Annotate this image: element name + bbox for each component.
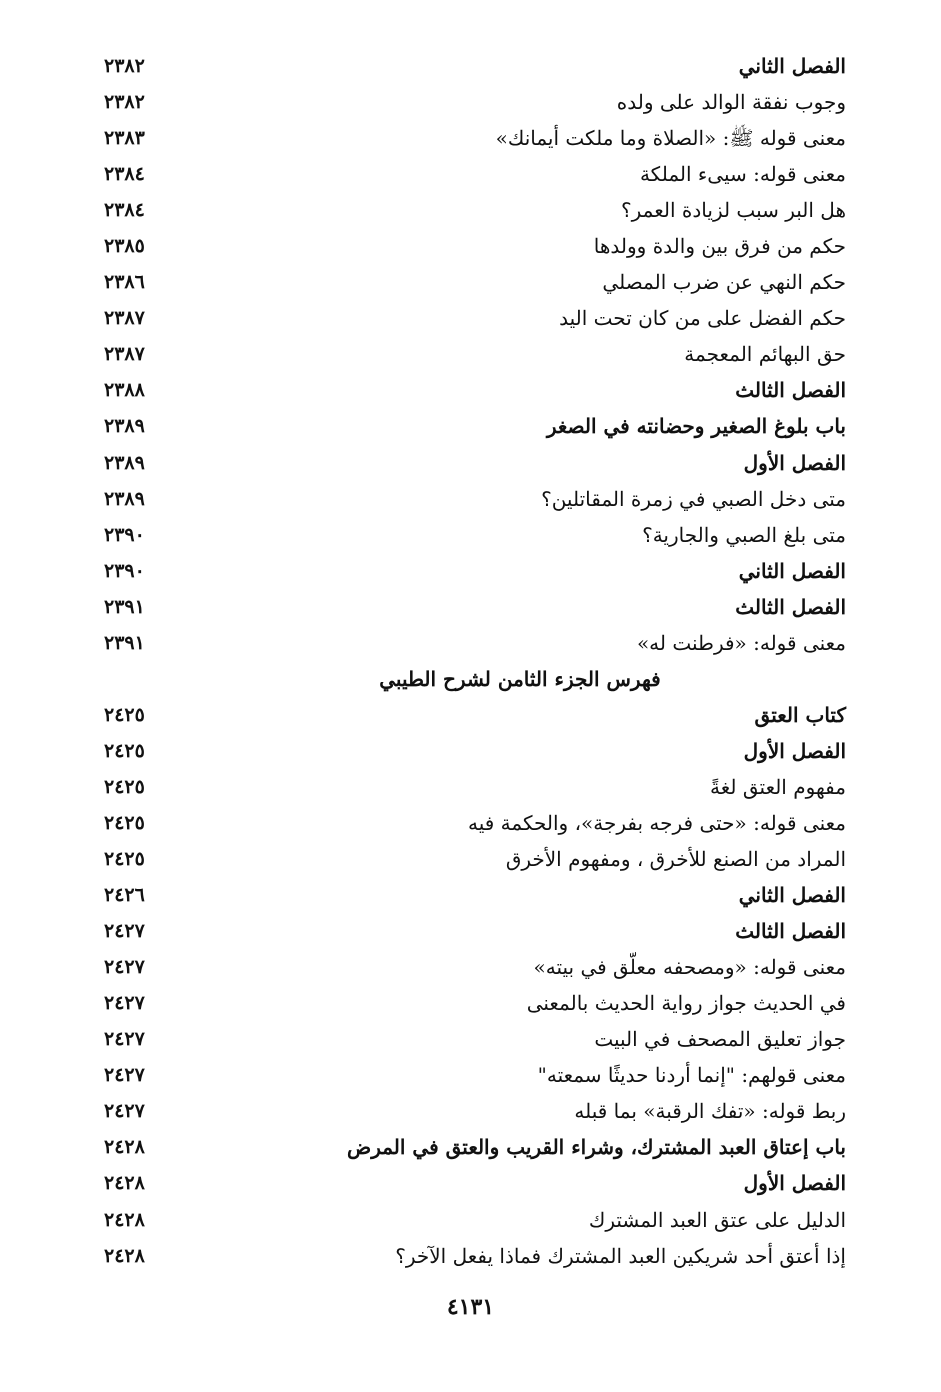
index-entry <box>0 625 941 661</box>
table-of-contents <box>0 48 941 1274</box>
entry-page-number: ٢٤٢٥ <box>104 811 145 834</box>
entry-page-number: ٢٣٨٢ <box>104 91 145 114</box>
index-entry <box>0 372 941 408</box>
entry-title: باب بلوغ الصغير وحضانته في الصغر <box>546 414 846 439</box>
entry-page-number: ٢٣٨٧ <box>104 307 145 330</box>
entry-title: فهرس الجزء الثامن لشرح الطيبي <box>379 666 661 691</box>
entry-page-number: ٢٤٢٧ <box>104 920 145 943</box>
entry-page-number: ٢٤٢٦ <box>104 884 145 907</box>
entry-page-number: ٢٣٨٤ <box>104 163 145 186</box>
index-entry <box>0 228 941 264</box>
entry-title: معنى قوله: «فرطنت له» <box>636 630 846 655</box>
entry-page-number: ٢٣٨٥ <box>104 235 145 258</box>
entry-page-number: ٢٤٢٧ <box>104 1100 145 1123</box>
index-entry <box>0 300 941 336</box>
entry-page-number: ٢٣٨٣ <box>104 127 145 150</box>
index-entry <box>0 1165 941 1201</box>
entry-title: المراد من الصنع للأخرق ، ومفهوم الأخرق <box>505 847 846 872</box>
entry-title: معنى قوله: «حتى فرجه بفرجة»، والحكمة فيه <box>467 810 846 835</box>
index-entry <box>0 697 941 733</box>
entry-title: حكم الفضل على من كان تحت اليد <box>559 306 846 331</box>
entry-title: هل البر سبب لزيادة العمر؟ <box>621 198 846 223</box>
index-entry <box>0 1129 941 1165</box>
entry-title: معنى قوله: «ومصحفه معلّق في بيته» <box>533 955 846 980</box>
index-entry <box>0 120 941 156</box>
index-entry <box>0 264 941 300</box>
index-section-heading <box>0 661 941 697</box>
index-entry <box>0 1021 941 1057</box>
entry-title: كتاب العتق <box>754 702 846 727</box>
index-entry <box>0 1202 941 1238</box>
index-entry <box>0 336 941 372</box>
entry-page-number: ٢٤٢٧ <box>104 992 145 1015</box>
entry-page-number: ٢٤٢٧ <box>104 1028 145 1051</box>
entry-page-number: ٢٤٢٨ <box>104 1244 145 1267</box>
entry-page-number: ٢٣٨٩ <box>104 451 145 474</box>
entry-title: الفصل الأول <box>743 1171 846 1196</box>
entry-title: الفصل الثاني <box>738 558 846 583</box>
index-entry <box>0 445 941 481</box>
entry-title: الفصل الأول <box>743 738 846 763</box>
entry-title: الفصل الثالث <box>735 919 846 944</box>
entry-page-number: ٢٤٢٥ <box>104 703 145 726</box>
index-entry <box>0 481 941 517</box>
index-entry <box>0 805 941 841</box>
index-entry <box>0 949 941 985</box>
index-entry <box>0 84 941 120</box>
entry-title: حكم من فرق بين والدة وولدها <box>593 234 846 259</box>
index-entry <box>0 156 941 192</box>
entry-title: باب إعتاق العبد المشترك، وشراء القريب والعتق في المرض <box>347 1135 846 1160</box>
entry-page-number: ٢٣٩١ <box>104 595 145 618</box>
index-entry <box>0 48 941 84</box>
index-entry <box>0 553 941 589</box>
entry-page-number: ٢٤٢٥ <box>104 739 145 762</box>
entry-page-number: ٢٤٢٨ <box>104 1172 145 1195</box>
index-entry <box>0 769 941 805</box>
entry-page-number: ٢٤٢٧ <box>104 956 145 979</box>
entry-title: وجوب نفقة الوالد على ولده <box>616 90 846 115</box>
entry-page-number: ٢٣٨٢ <box>104 55 145 77</box>
entry-page-number: ٢٣٩٠ <box>104 523 145 546</box>
entry-page-number: ٢٣٩١ <box>104 631 145 654</box>
entry-page-number: ٢٣٨٨ <box>104 379 145 402</box>
entry-title: متى دخل الصبي في زمرة المقاتلين؟ <box>541 486 846 511</box>
index-entry <box>0 517 941 553</box>
entry-title: معنى قولهم: "إنما أردنا حديثًا سمعته" <box>537 1063 846 1088</box>
entry-title: معنى قوله: سيىء الملكة <box>639 162 846 187</box>
index-entry <box>0 1093 941 1129</box>
index-entry <box>0 733 941 769</box>
entry-title: الفصل الثاني <box>738 883 846 908</box>
entry-page-number: ٢٣٨٩ <box>104 415 145 438</box>
entry-page-number: ٢٤٢٨ <box>104 1136 145 1159</box>
entry-title: مفهوم العتق لغةً <box>710 774 846 799</box>
entry-title: حكم النهي عن ضرب المصلي <box>602 270 846 295</box>
entry-page-number: ٢٣٨٧ <box>104 343 145 366</box>
entry-title: الفصل الثالث <box>735 594 846 619</box>
entry-title: الفصل الأول <box>743 450 846 475</box>
index-entry <box>0 1057 941 1093</box>
index-entry <box>0 841 941 877</box>
entry-title: الفصل الثالث <box>735 378 846 403</box>
entry-page-number: ٢٣٨٩ <box>104 487 145 510</box>
entry-title: متى بلغ الصبي والجارية؟ <box>642 522 846 547</box>
entry-page-number: ٢٣٨٤ <box>104 199 145 222</box>
entry-title: الفصل الثاني <box>738 54 846 78</box>
entry-page-number: ٢٤٢٧ <box>104 1064 145 1087</box>
entry-title: معنى قوله ﷺ: «الصلاة وما ملكت أيمانك» <box>495 126 846 151</box>
entry-page-number: ٢٤٢٥ <box>104 775 145 798</box>
index-entry <box>0 192 941 228</box>
entry-title: ربط قوله: «تفك الرقبة» بما قبله <box>574 1099 846 1124</box>
index-entry <box>0 877 941 913</box>
index-entry <box>0 408 941 444</box>
entry-title: حق البهائم المعجمة <box>684 342 846 367</box>
entry-title: جواز تعليق المصحف في البيت <box>594 1027 846 1052</box>
entry-title: في الحديث جواز رواية الحديث بالمعنى <box>526 991 846 1016</box>
index-entry <box>0 985 941 1021</box>
entry-title: الدليل على عتق العبد المشترك <box>588 1207 846 1232</box>
index-entry <box>0 1238 941 1274</box>
index-entry <box>0 589 941 625</box>
entry-title: إذا أعتق أحد شريكين العبد المشترك فماذا يفعل الآخر؟ <box>395 1243 846 1268</box>
entry-page-number: ٢٣٩٠ <box>104 559 145 582</box>
page-number: ٤١٣١ <box>446 1294 495 1320</box>
entry-page-number: ٢٣٨٦ <box>104 271 145 294</box>
entry-page-number: ٢٤٢٥ <box>104 848 145 871</box>
index-entry <box>0 913 941 949</box>
entry-page-number: ٢٤٢٨ <box>104 1208 145 1231</box>
